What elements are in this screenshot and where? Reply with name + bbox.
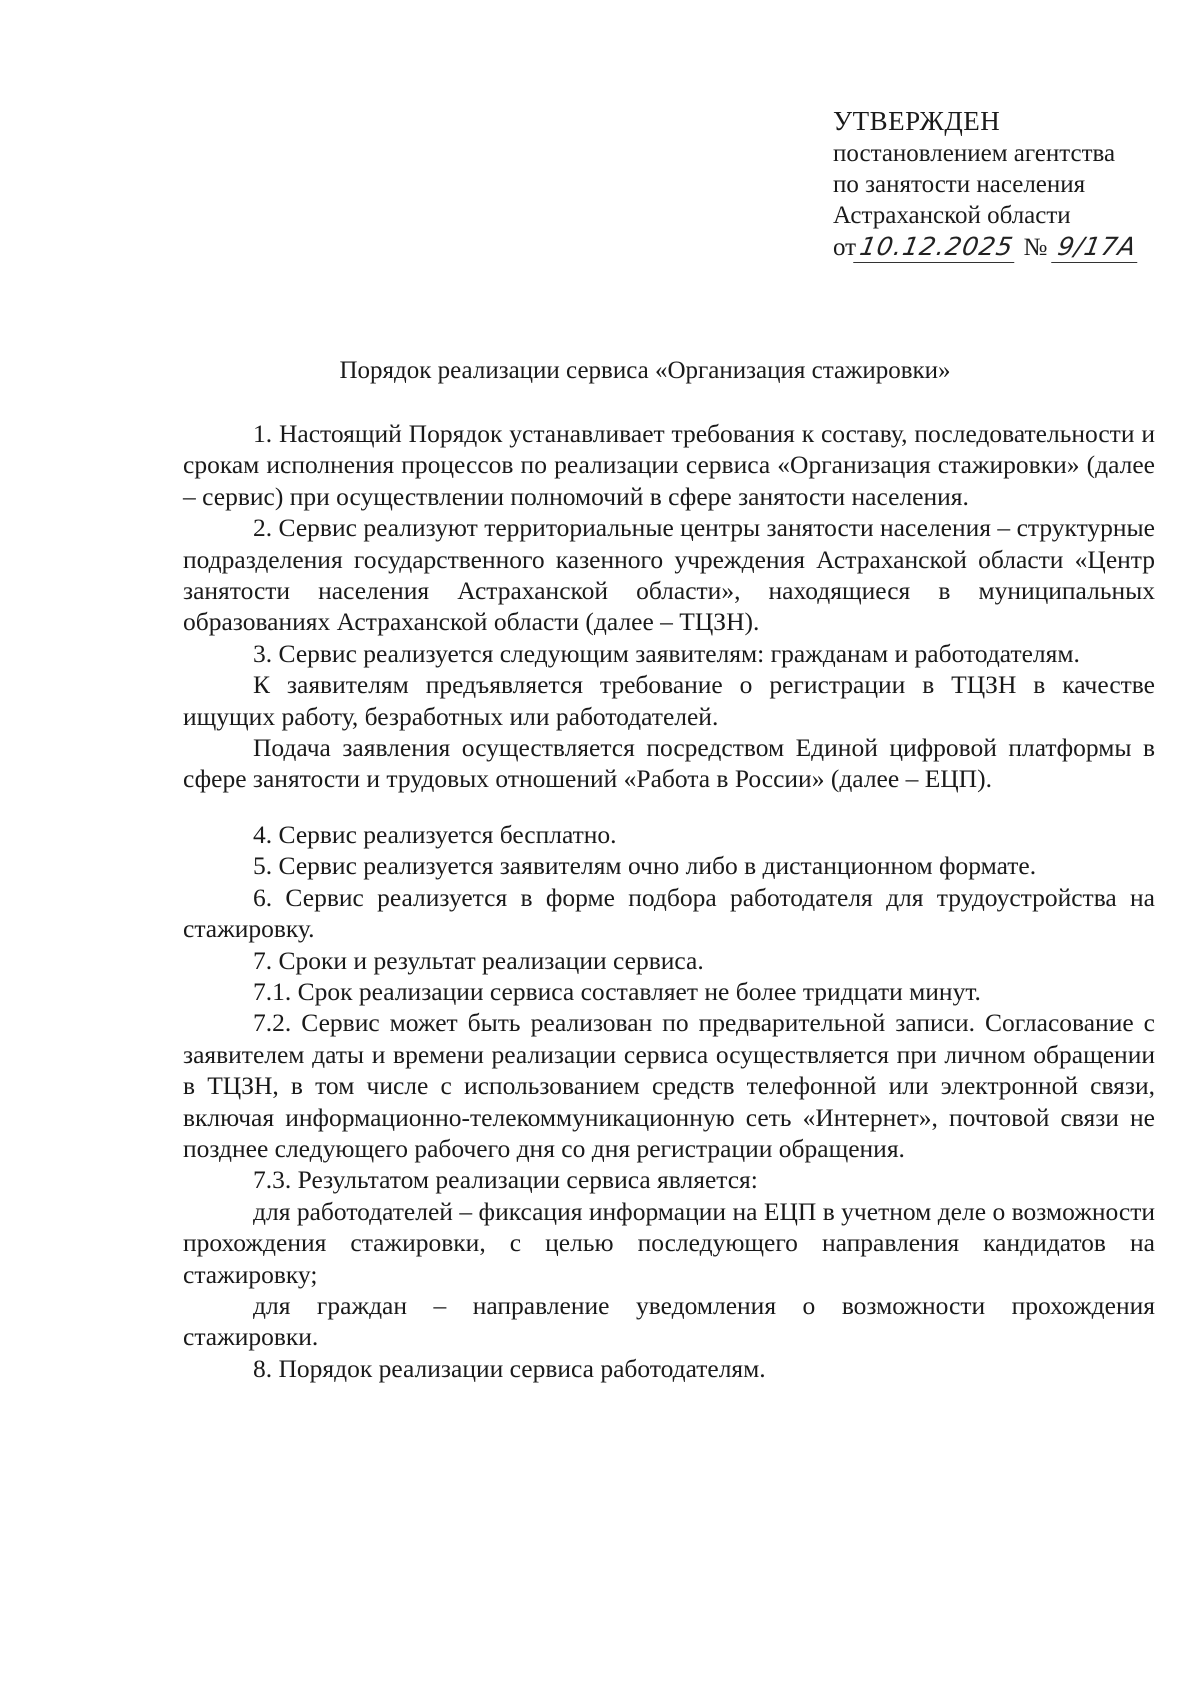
paragraph-8: 8. Порядок реализации сервиса работодателям. [253,1353,766,1383]
date-prefix: от [833,234,857,261]
paragraph-7: 7. Сроки и результат реализации сервиса. [253,945,704,975]
paragraph-employers-result: для работодателей – фиксация информации на ЕЦП в учетном деле о возможности прохождения стажировки, с целью последующего направления кандидатов на стажировку; [183,1196,1155,1289]
paragraph-4: 4. Сервис реализуется бесплатно. [253,819,617,849]
document-body [183,418,1155,1384]
approval-line-2: по занятости населения [833,171,1086,198]
paragraph-2: 2. Сервис реализуют территориальные центры занятости населения – структурные подразделения государственного казенного учреждения Астраханской области «Центр занятости населения Астраханской области», находящиеся в муниципальных образованиях Астраханской области (далее – ТЦЗН). [183,513,1155,637]
handwritten-date: 10.12.2025 [853,231,1020,263]
paragraph-gap [183,795,1155,819]
paragraph-7-3: 7.3. Результатом реализации сервиса является: [253,1165,758,1195]
paragraph-citizens-result: для граждан – направление уведомления о возможности прохождения стажировки. [183,1290,1155,1352]
approval-stamp-block [833,104,1173,265]
paragraph-6: 6. Сервис реализуется в форме подбора работодателя для трудоустройства на стажировку. [183,882,1155,944]
paragraph-7-2: 7.2. Сервис может быть реализован по предварительной записи. Согласование с заявителем даты и времени реализации сервиса осуществляется при личном обращении в ТЦЗН, в том числе с использованием средств телефонной или электронной связи, включая информационно-телекоммуникационную сеть «Интернет», почтовой связи не позднее следующего рабочего дня со дня регистрации обращения. [183,1008,1155,1163]
handwritten-number: 9/17А [1051,231,1143,263]
approval-line-3: Астраханской области [833,202,1071,229]
paragraph-5: 5. Сервис реализуется заявителям очно либо в дистанционном формате. [253,851,1037,881]
document-title: Порядок реализации сервиса «Организация стажировки» [339,357,951,384]
number-sign: № [1023,234,1048,261]
paragraph-7-1: 7.1. Срок реализации сервиса составляет не более тридцати минут. [253,976,981,1006]
approval-line-1: постановлением агентства [833,140,1116,167]
paragraph-application-submission: Подача заявления осуществляется посредством Единой цифровой платформы в сфере занятости и трудовых отношений «Работа в России» (далее – ЕЦП). [183,733,1155,794]
paragraph-applicant-requirement: К заявителям предъявляется требование о регистрации в ТЦЗН в качестве ищущих работу, безработных или работодателей. [183,670,1155,731]
approval-title: УТВЕРЖДЕН [833,106,1001,136]
paragraph-3: 3. Сервис реализуется следующим заявителям: гражданам и работодателям. [253,638,1080,668]
approval-date-line [833,231,1173,265]
paragraph-1: 1. Настоящий Порядок устанавливает требования к составу, последовательности и срокам исполнения процессов по реализации сервиса «Организация стажировки» (далее – сервис) при осуществлении полномочий в сфере занятости населения. [183,419,1155,511]
